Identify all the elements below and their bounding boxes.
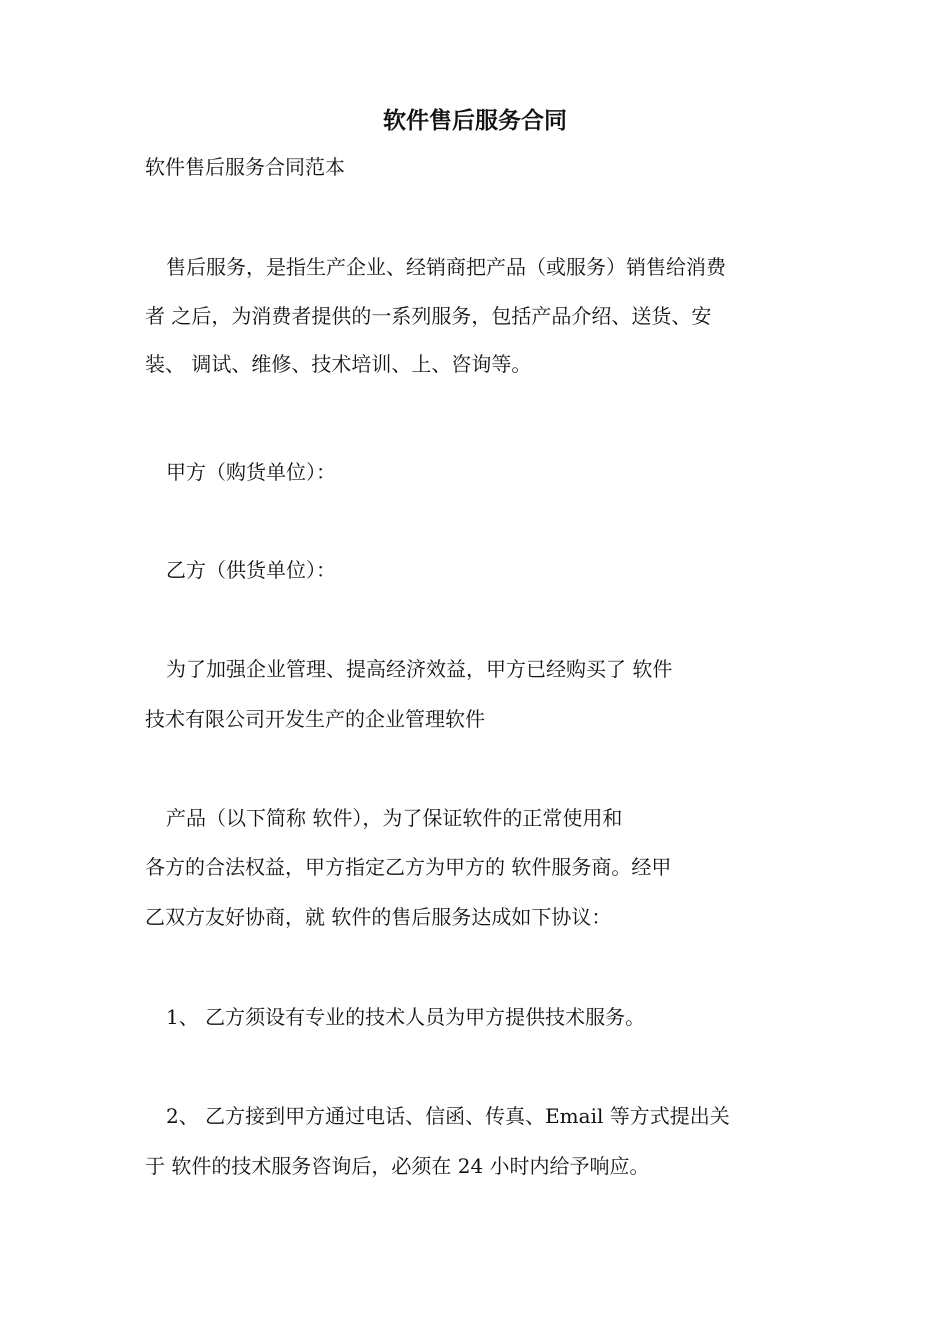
clause-2-line-2: 于 软件的技术服务咨询后，必须在 24 小时内给予响应。 bbox=[145, 1154, 650, 1178]
party-b-label: 乙方（供货单位）： bbox=[166, 558, 336, 582]
party-a-label: 甲方（购货单位）： bbox=[166, 460, 336, 484]
para1-line-2: 技术有限公司开发生产的企业管理软件 bbox=[145, 707, 485, 731]
document-title: 软件售后服务合同 bbox=[383, 107, 567, 134]
intro-line-1: 售后服务，是指生产企业、经销商把产品（或服务）销售给消费 bbox=[166, 255, 726, 279]
clause-1: 1、 乙方须设有专业的技术人员为甲方提供技术服务。 bbox=[166, 1005, 646, 1029]
para1-line-1: 为了加强企业管理、提高经济效益，甲方已经购买了 软件 bbox=[166, 657, 673, 681]
para2-line-3: 乙双方友好协商，就 软件的售后服务达成如下协议： bbox=[145, 905, 612, 929]
para2-line-1: 产品（以下简称 软件），为了保证软件的正常使用和 bbox=[166, 806, 623, 830]
intro-line-3: 装、 调试、维修、技术培训、上、咨询等。 bbox=[145, 352, 532, 376]
document-subtitle: 软件售后服务合同范本 bbox=[145, 155, 345, 179]
clause-2-line-1: 2、 乙方接到甲方通过电话、信函、传真、Email 等方式提出关 bbox=[166, 1104, 730, 1128]
intro-line-2: 者 之后，为消费者提供的一系列服务，包括产品介绍、送货、安 bbox=[145, 304, 712, 328]
para2-line-2: 各方的合法权益，甲方指定乙方为甲方的 软件服务商。经甲 bbox=[145, 855, 672, 879]
